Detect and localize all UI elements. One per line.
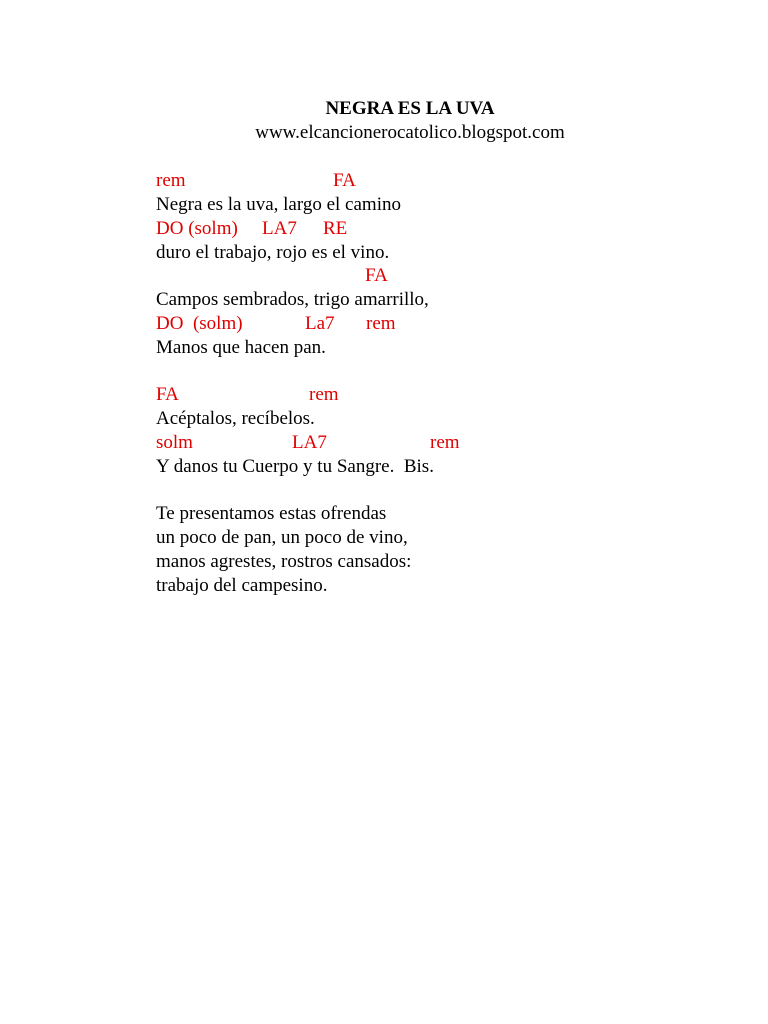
lyric-line: Manos que hacen pan. — [156, 337, 326, 358]
lyric-line: Te presentamos estas ofrendas — [156, 503, 387, 524]
chord: rem — [430, 432, 460, 453]
chord: rem — [309, 384, 339, 405]
lyric-line: Negra es la uva, largo el camino — [156, 194, 401, 215]
lyric-line: Acéptalos, recíbelos. — [156, 408, 315, 429]
chord: La7 — [305, 313, 335, 334]
chord: DO (solm) — [156, 218, 238, 239]
lyric-line: duro el trabajo, rojo es el vino. — [156, 242, 390, 263]
chord: LA7 — [292, 432, 327, 453]
chord: rem — [156, 170, 186, 191]
chord: FA — [365, 265, 388, 286]
song-title: NEGRA ES LA UVA — [325, 98, 495, 119]
lyric-line: Y danos tu Cuerpo y tu Sangre. Bis. — [156, 456, 434, 477]
chord: DO (solm) — [156, 313, 243, 334]
chord: rem — [366, 313, 396, 334]
lyric-line: manos agrestes, rostros cansados: — [156, 551, 412, 572]
chord: LA7 — [262, 218, 297, 239]
lyric-line: trabajo del campesino. — [156, 575, 328, 596]
source-url: www.elcancionerocatolico.blogspot.com — [255, 122, 565, 143]
chord: RE — [323, 218, 348, 239]
lyric-line: Campos sembrados, trigo amarrillo, — [156, 289, 429, 310]
chord: solm — [156, 432, 193, 453]
lyric-line: un poco de pan, un poco de vino, — [156, 527, 408, 548]
chord: FA — [333, 170, 356, 191]
chord: FA — [156, 384, 179, 405]
